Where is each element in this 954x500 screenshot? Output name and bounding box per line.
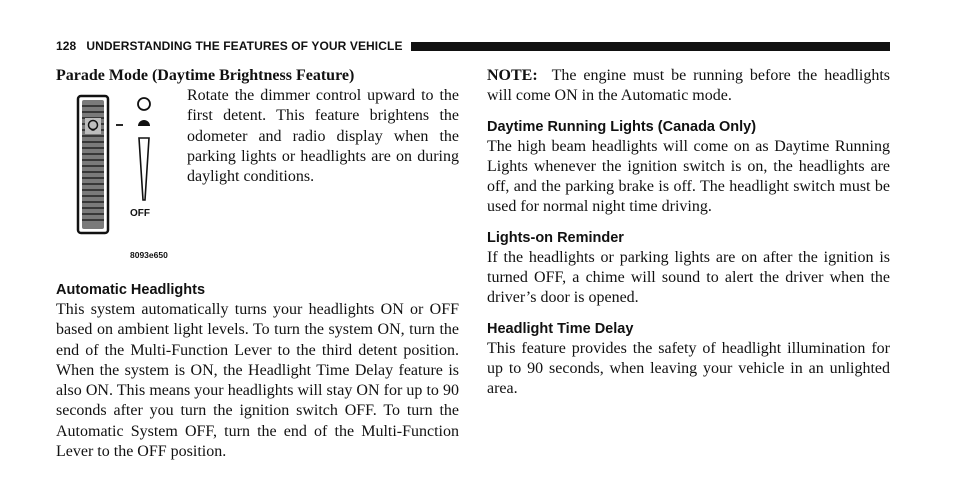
right-column: [487, 66, 890, 400]
note-text: The engine must be running before the headlights will come ON in the Automatic mode.: [487, 67, 891, 105]
drl-heading: Daytime Running Lights (Canada Only): [487, 118, 757, 135]
left-column: [56, 66, 459, 462]
page-number: 128: [56, 39, 77, 53]
parade-mode-heading: Parade Mode (Daytime Brightness Feature): [56, 67, 355, 84]
drl-text: The high beam headlights will come on as Daytime Running Lights whenever the ignition switch is on, the headlights are off, and the parking brake is off. The headlight switch must be used for normal night time driving.: [487, 137, 890, 216]
header-rule: [411, 42, 890, 51]
headlight-time-delay-heading: Headlight Time Delay: [487, 320, 634, 337]
note-paragraph: [487, 66, 890, 107]
lights-on-reminder-text: If the headlights or parking lights are on after the ignition is turned OFF, a chime will sound to alert the driver when the driver’s door is opened.: [487, 248, 890, 307]
off-label: OFF: [130, 208, 150, 219]
automatic-headlights-heading: Automatic Headlights: [56, 282, 206, 298]
parade-figure-row: [56, 86, 459, 258]
automatic-headlights-text: This system automatically turns your headlights ON or OFF based on ambient light levels. To turn the system ON, turn the end of the Multi-Function Lever to the third detent position. When the system is ON, the Headlight Time Delay feature is also ON. This means your headlights will stay ON for up to 90 seconds after you turn the ignition switch OFF. To turn the Automatic System OFF, turn the end of the Multi-Function Lever to the OFF position.: [56, 301, 459, 461]
figure-caption: 8093e650: [130, 250, 168, 260]
running-header: [56, 38, 890, 54]
parade-mode-text: Rotate the dimmer control upward to the first detent. This feature brightens the odometer and radio display when the parking lights or headlights are on during daylight conditions.: [187, 87, 459, 186]
headlight-time-delay-text: This feature provides the safety of headlight illumination for up to 90 seconds, when leaving your vehicle in an unlighted area.: [487, 339, 890, 398]
lights-on-reminder-heading: Lights-on Reminder: [487, 229, 624, 246]
header-title: UNDERSTANDING THE FEATURES OF YOUR VEHICLE: [86, 39, 403, 53]
note-label: NOTE:: [487, 67, 538, 84]
